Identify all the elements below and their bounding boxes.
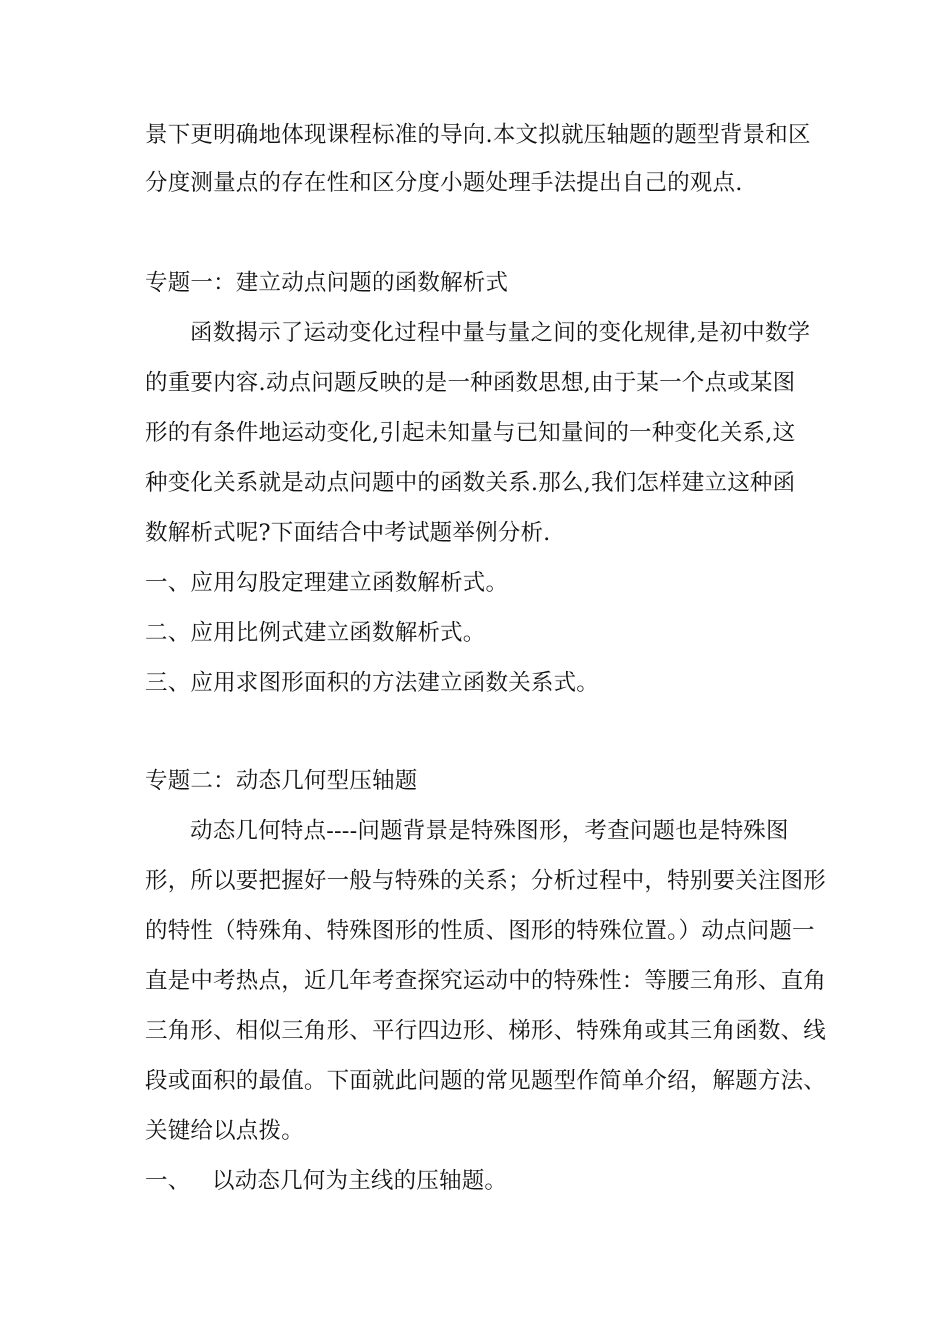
topic2-paragraph-line: 的特性（特殊角、特殊图形的性质、图形的特殊位置。）动点问题一 [145, 918, 815, 944]
topic2-paragraph-line: 动态几何特点----问题背景是特殊图形，考查问题也是特殊图 [190, 818, 789, 844]
topic2-heading: 专题二：动态几何型压轴题 [145, 768, 418, 794]
topic2-paragraph-line: 三角形、相似三角形、平行四边形、梯形、特殊角或其三角函数、线 [145, 1018, 827, 1044]
topic2-paragraph-line: 直是中考热点，近几年考查探究运动中的特殊性：等腰三角形、直角 [145, 968, 827, 994]
intro-line-1: 景下更明确地体现课程标准的导向.本文拟就压轴题的题型背景和区 [145, 122, 811, 148]
topic1-paragraph-line: 形的有条件地运动变化,引起未知量与已知量间的一种变化关系,这 [145, 420, 796, 446]
topic2-list-item: 以动态几何为主线的压轴题。 [212, 1168, 508, 1194]
topic1-paragraph-line: 的重要内容.动点问题反映的是一种函数思想,由于某一个点或某图 [145, 370, 796, 396]
topic1-list-item: 三、应用求图形面积的方法建立函数关系式。 [145, 670, 600, 696]
topic1-paragraph-line: 种变化关系就是动点问题中的函数关系.那么,我们怎样建立这种函 [145, 470, 796, 496]
topic1-paragraph-line: 函数揭示了运动变化过程中量与量之间的变化规律,是初中数学 [190, 320, 811, 346]
topic2-list-item-number: 一、 [145, 1168, 191, 1194]
intro-line-2: 分度测量点的存在性和区分度小题处理手法提出自己的观点. [145, 170, 743, 196]
topic1-list-item: 一、应用勾股定理建立函数解析式。 [145, 570, 509, 596]
topic1-heading: 专题一：建立动点问题的函数解析式 [145, 270, 509, 296]
topic2-paragraph-line: 段或面积的最值。下面就此问题的常见题型作简单介绍，解题方法、 [145, 1068, 827, 1094]
topic1-paragraph-line: 数解析式呢?下面结合中考试题举例分析. [145, 520, 551, 546]
topic1-list-item: 二、应用比例式建立函数解析式。 [145, 620, 486, 646]
topic2-paragraph-line: 关键给以点拨。 [145, 1118, 304, 1144]
topic2-paragraph-line: 形，所以要把握好一般与特殊的关系；分析过程中，特别要关注图形 [145, 868, 827, 894]
